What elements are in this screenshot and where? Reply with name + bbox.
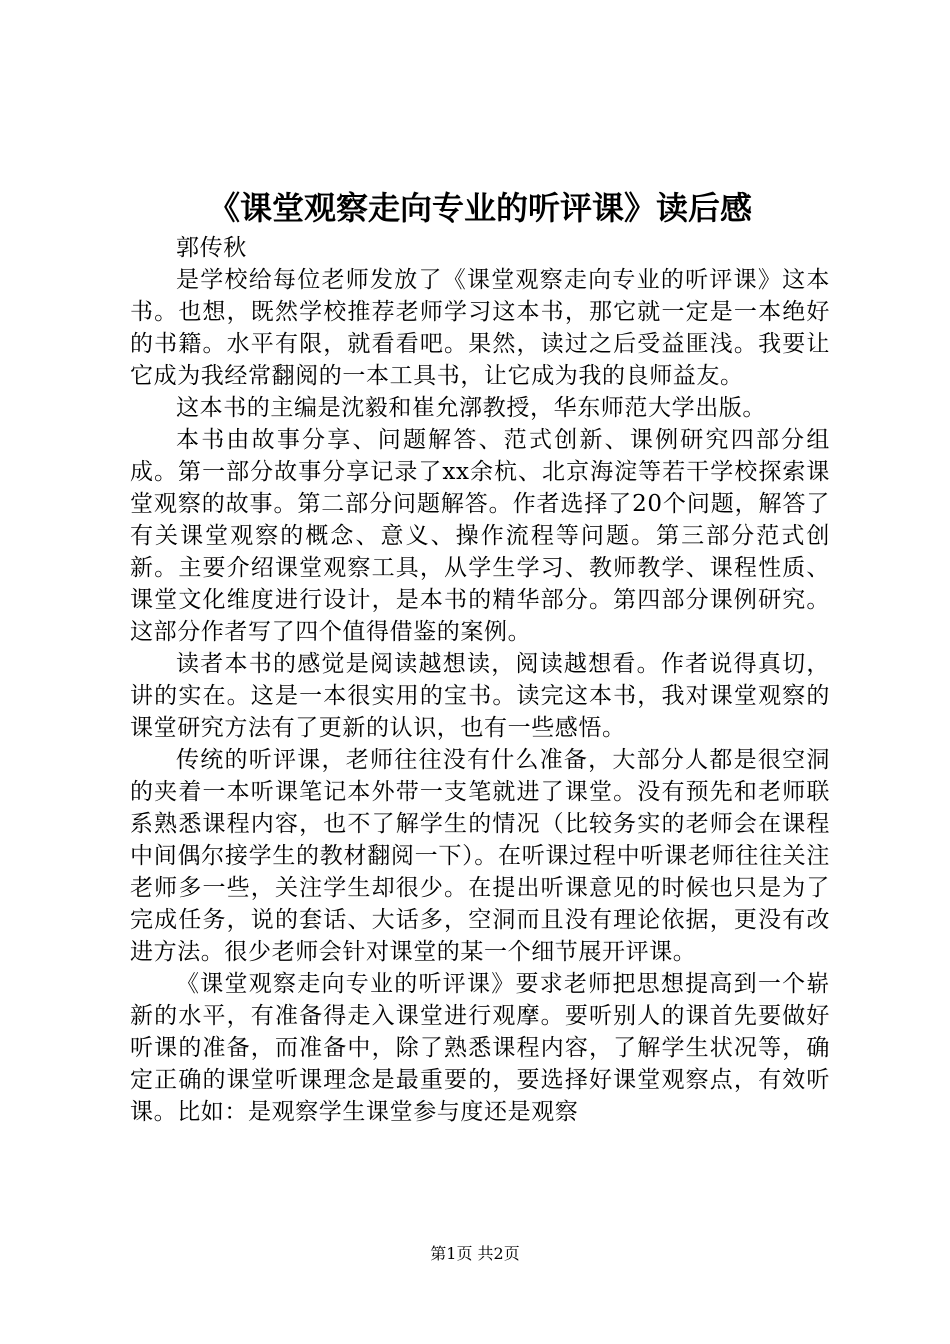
document-title: 《课堂观察走向专业的听评课》读后感 [207,189,752,227]
page-number: 第1页 共2页 [430,1244,520,1263]
paragraph-6: 《课堂观察走向专业的听评课》要求老师把思想提高到一个崭新的水平，有准备得走入课堂进行观摩。要听别人的课首先要做好听课的准备，而准备中，除了熟悉课程内容，了解学生状况等，确定正确的课堂听课理念是最重要的，要选择好课堂观察点，有效听课。比如：是观察学生课堂参与度还是观察 [130,971,830,1125]
document-page [130,184,830,1128]
paragraph-5: 传统的听评课，老师往往没有什么准备，大部分人都是很空洞的夹着一本听课笔记本外带一支笔就进了课堂。没有预先和老师联系熟悉课程内容，也不了解学生的情况（比较务实的老师会在课程中间偶尔接学生的教材翻阅一下）。在听课过程中听课老师往往关注老师多一些，关注学生却很少。在提出听课意见的时候也只是为了完成任务，说的套话、大话多，空洞而且没有理论依据，更没有改进方法。很少老师会针对课堂的某一个细节展开评课。 [130,747,830,965]
paragraph-1: 是学校给每位老师发放了《课堂观察走向专业的听评课》这本书。也想，既然学校推荐老师学习这本书，那它就一定是一本绝好的书籍。水平有限，就看看吧。果然，读过之后受益匪浅。我要让它成为我经常翻阅的一本工具书，让它成为我的良师益友。 [130,267,830,389]
paragraph-4: 读者本书的感觉是阅读越想读，阅读越想看。作者说得真切，讲的实在。这是一本很实用的宝书。读完这本书，我对课堂观察的课堂研究方法有了更新的认识，也有一些感悟。 [130,651,830,741]
author-name: 郭传秋 [176,235,247,261]
paragraph-3: 本书由故事分享、问题解答、范式创新、课例研究四部分组成。第一部分故事分享记录了xx余杭、北京海淀等若干学校探索课堂观察的故事。第二部分问题解答。作者选择了20个问题，解答了有关课堂观察的概念、意义、操作流程等问题。第三部分范式创新。主要介绍课堂观察工具，从学生学习、教师教学、课程性质、课堂文化维度进行设计，是本书的精华部分。第四部分课例研究。这部分作者写了四个值得借鉴的案例。 [130,427,830,645]
page-footer [0,1243,950,1265]
paragraph-2: 这本书的主编是沈毅和崔允漷教授，华东师范大学出版。 [176,395,766,421]
document-body [130,232,830,1128]
